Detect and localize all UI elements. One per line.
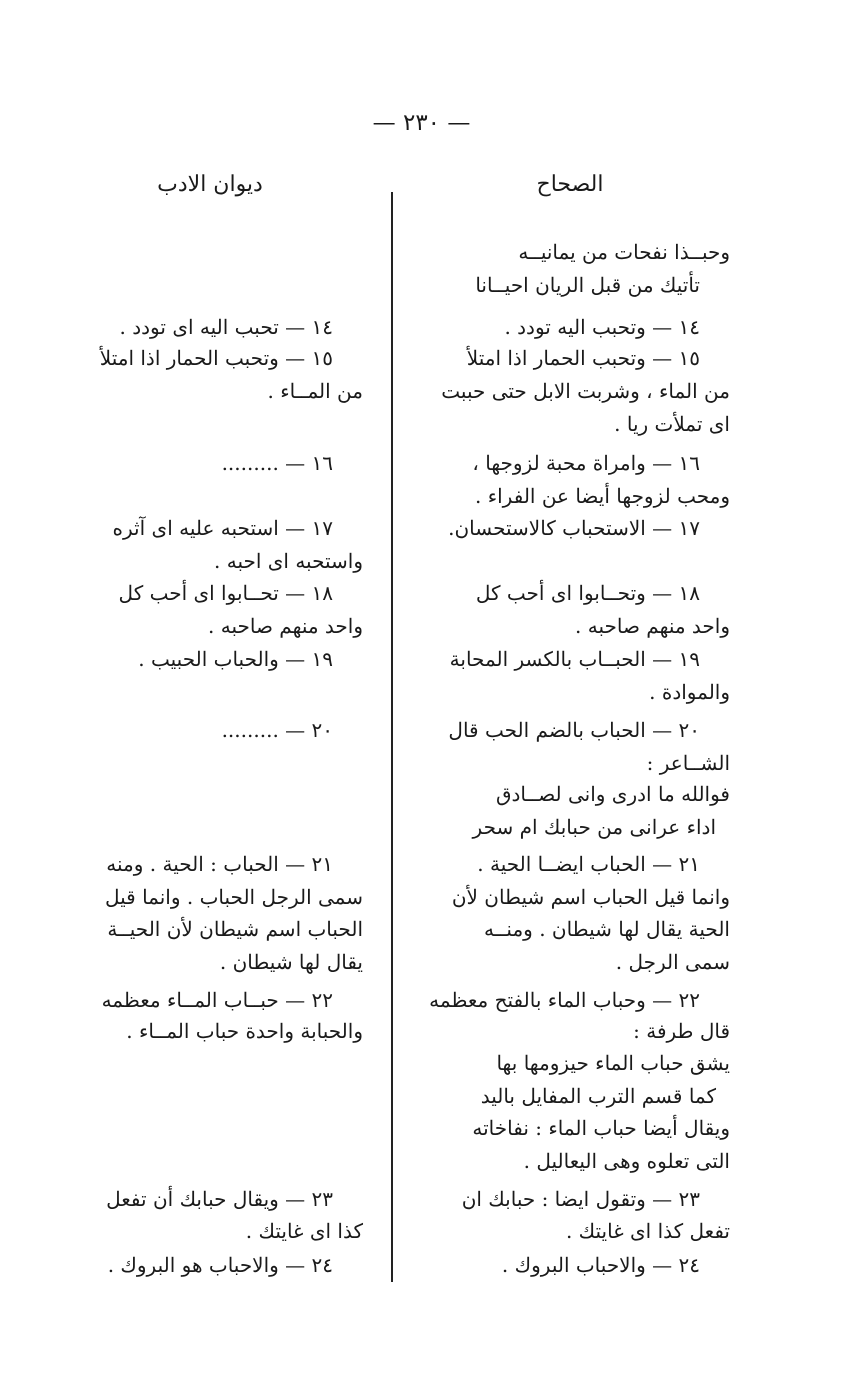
text-line: واحد منهم صاحبه . <box>208 614 363 638</box>
text-line: وحبــذا نفحات من يمانيــه <box>518 240 730 264</box>
text-line: كما قسم الترب المفايل باليد <box>480 1084 716 1108</box>
text-line: ٢٤ — والاحباب البروك . <box>501 1253 700 1277</box>
text-line: اى تملأت ريا . <box>614 412 730 436</box>
text-line: كذا اى غايتك . <box>245 1219 363 1243</box>
text-line: ١٤ — تحبب اليه اى تودد . <box>119 315 333 339</box>
text-line: ١٧ — الاستحباب كالاستحسان. <box>448 516 700 540</box>
text-line: من المــاء . <box>267 379 363 403</box>
text-line: ١٨ — تحــابوا اى أحب كل <box>118 581 333 605</box>
text-line: ويقال أيضا حباب الماء : نفاخاته <box>472 1116 730 1140</box>
text-line: ٢٤ — والاحباب هو البروك . <box>107 1253 333 1277</box>
text-line: ١٩ — الحبــاب بالكسر المحابة <box>449 647 700 671</box>
text-line: ١٨ — وتحــابوا اى أحب كل <box>475 581 700 605</box>
text-line: ٢١ — الحباب ايضــا الحية . <box>477 852 700 876</box>
text-line: واحد منهم صاحبه . <box>575 614 730 638</box>
column-divider <box>391 192 393 1282</box>
text-line: ١٤ — وتحبب اليه تودد . <box>504 315 700 339</box>
text-line: ٢٠ — الحباب بالضم الحب قال <box>448 718 700 742</box>
right-column-title: الصحاح <box>536 172 604 197</box>
text-line: ١٦ — وامراة محبة لزوجها ، <box>472 451 700 475</box>
text-line: الشــاعر : <box>646 751 730 775</box>
text-line: فوالله ما ادرى وانى لصــادق <box>495 782 730 806</box>
text-line: وانما قيل الحباب اسم شيطان لأن <box>451 885 730 909</box>
text-line: اداء عرانى من حبابك ام سحر <box>472 815 716 839</box>
text-line: ١٥ — وتحبب الحمار اذا امتلأ <box>99 346 333 370</box>
text-line: ١٦ — ......... <box>221 451 333 475</box>
page-number: — ٢٣٠ — <box>372 110 471 136</box>
text-line: سمى الرجل . <box>615 950 730 974</box>
text-line: يشق حباب الماء حيزومها بها <box>496 1051 730 1075</box>
text-line: ٢٣ — ويقال حبابك أن تفعل <box>106 1187 333 1211</box>
text-line: من الماء ، وشربت الابل حتى حببت <box>441 379 730 403</box>
text-line: ١٩ — والحباب الحبيب . <box>138 647 333 671</box>
text-line: قال طرفة : <box>633 1019 730 1043</box>
text-line: الحية يقال لها شيطان . ومنــه <box>483 917 730 941</box>
text-line: يقال لها شيطان . <box>219 950 363 974</box>
text-line: سمى الرجل الحباب . وانما قيل <box>104 885 363 909</box>
text-line: الحباب اسم شيطان لأن الحيــة <box>107 917 363 941</box>
text-line: تأتيك من قبل الريان احيــانا <box>475 273 700 297</box>
text-line: ٢٣ — وتقول ايضا : حبابك ان <box>461 1187 700 1211</box>
text-line: ١٥ — وتحبب الحمار اذا امتلأ <box>466 346 700 370</box>
text-line: والحبابة واحدة حباب المــاء . <box>126 1019 363 1043</box>
text-line: والموادة . <box>649 680 730 704</box>
text-line: التى تعلوه وهى اليعاليل . <box>523 1149 730 1173</box>
left-column-title: ديوان الادب <box>157 172 263 197</box>
text-line: ١٧ — استحبه عليه اى آثره <box>112 516 333 540</box>
text-line: ٢١ — الحباب : الحية . ومنه <box>106 852 333 876</box>
text-line: واستحبه اى احبه . <box>214 549 363 573</box>
text-line: ٢٢ — وحباب الماء بالفتح معظمه <box>429 988 700 1012</box>
text-line: ٢٠ — ......... <box>221 718 333 742</box>
text-line: ومحب لزوجها أيضا عن الفراء . <box>474 484 730 508</box>
text-line: ٢٢ — حبــاب المــاء معظمه <box>101 988 333 1012</box>
text-line: تفعل كذا اى غايتك . <box>565 1219 730 1243</box>
